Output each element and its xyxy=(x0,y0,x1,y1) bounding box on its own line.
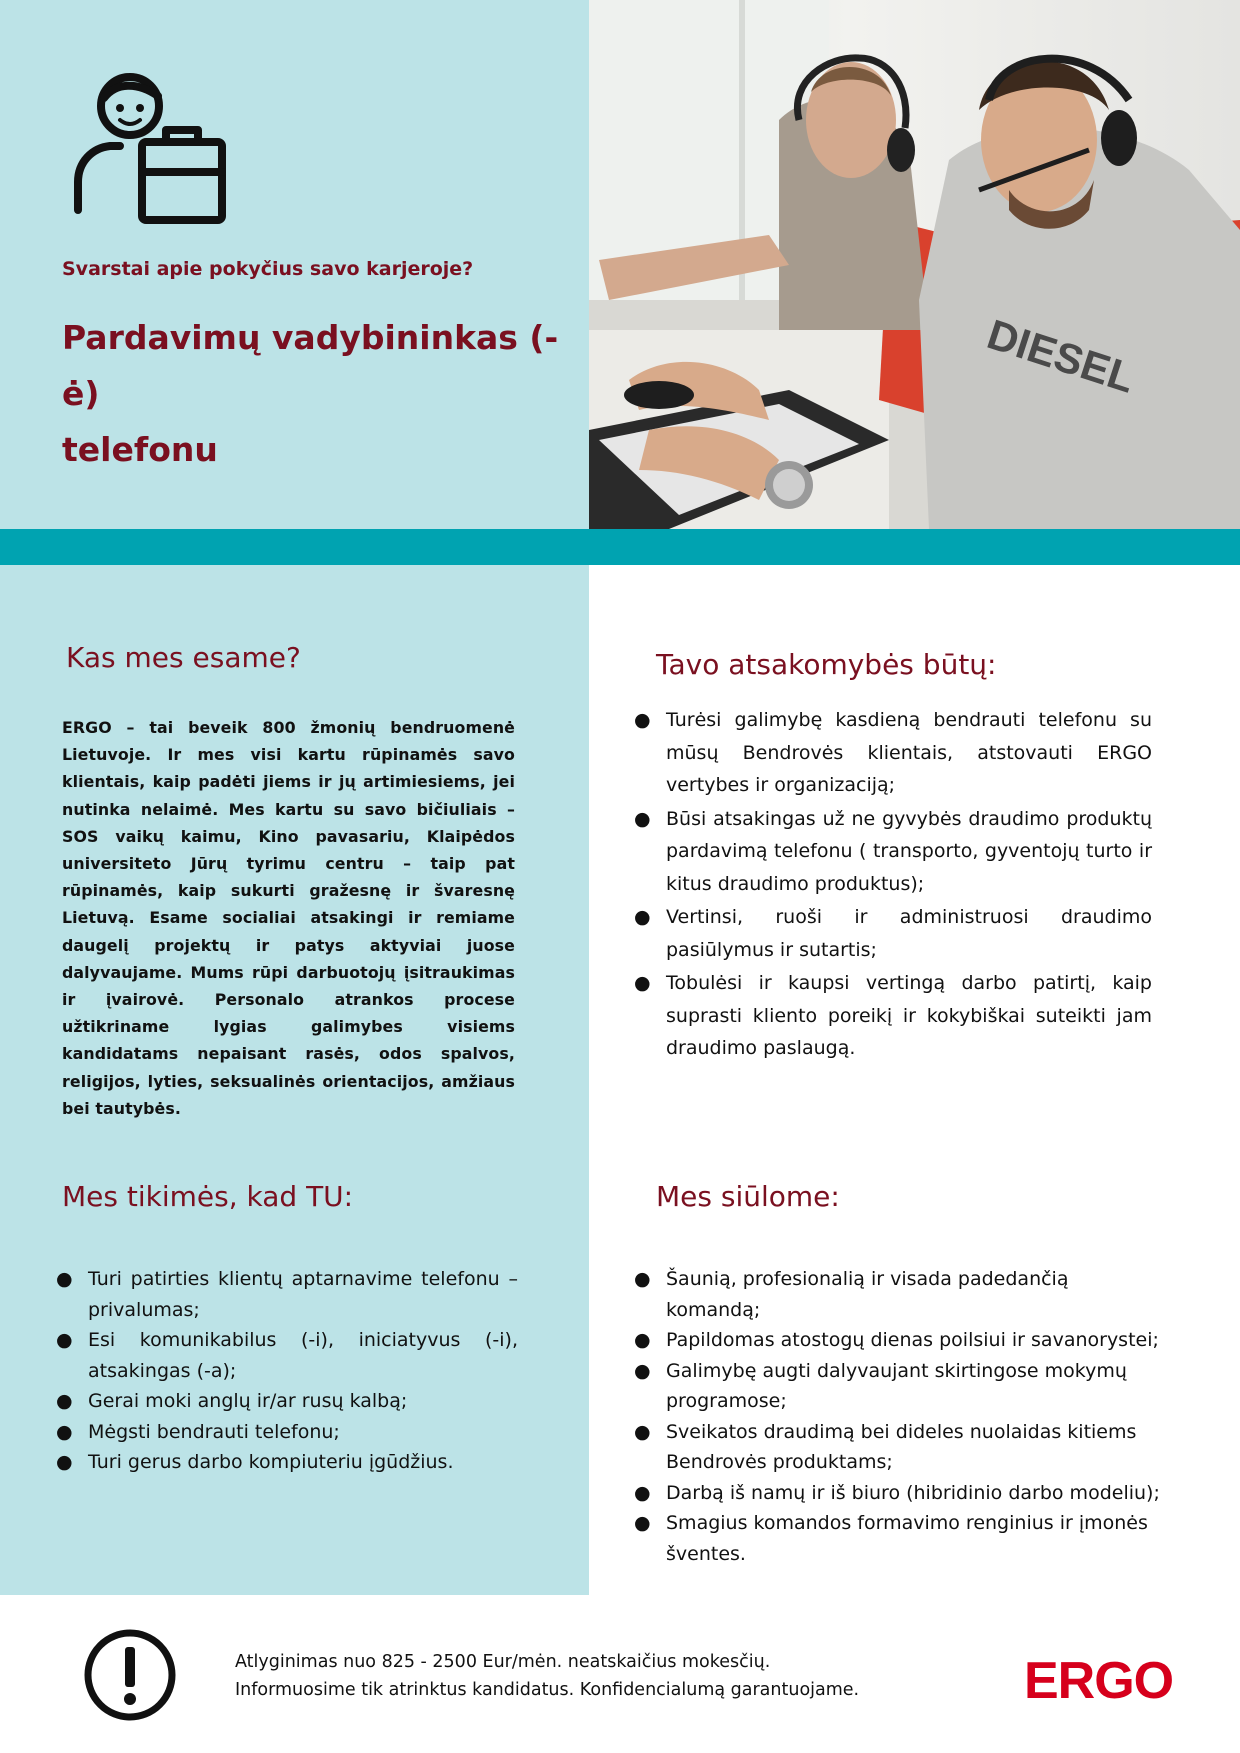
bullet-icon: ● xyxy=(634,709,651,731)
offer-heading: Mes siūlome: xyxy=(656,1180,840,1213)
bullet-icon: ● xyxy=(634,1329,651,1351)
list-item: ● Turėsi galimybę kasdieną bendrauti telefonu su mūsų Bendrovės klientais, atstovauti ERGO vertybes ir organizaciją; xyxy=(630,704,1152,802)
list-item: ● Turi gerus darbo kompiuteriu įgūdžius. xyxy=(52,1447,518,1478)
bullet-icon: ● xyxy=(56,1390,73,1412)
list-item: ● Galimybę augti dalyvaujant skirtingose mokymų programose; xyxy=(630,1356,1160,1417)
expectations-heading: Mes tikimės, kad TU: xyxy=(62,1180,354,1213)
bullet-icon: ● xyxy=(634,1420,651,1443)
photo-illustration xyxy=(589,0,1240,529)
list-item: ● Būsi atsakingas už ne gyvybės draudimo produktų pardavimą telefonu ( transporto, gyventojų turto ir kitus draudimo produktus); xyxy=(630,803,1152,901)
responsibilities-heading: Tavo atsakomybės būtų: xyxy=(656,648,997,681)
list-item: ● Esi komunikabilus (-i), iniciatyvus (-i), atsakingas (-a); xyxy=(52,1325,518,1386)
list-item: ● Smagius komandos formavimo renginius ir įmonės šventes. xyxy=(630,1508,1160,1569)
list-item: ● Papildomas atostogų dienas poilsiui ir savanorystei; xyxy=(630,1325,1160,1356)
bullet-icon: ● xyxy=(56,1451,73,1473)
list-item: ● Sveikatos draudimą bei dideles nuolaidas kitiems Bendrovės produktams; xyxy=(630,1417,1160,1478)
footer-notice xyxy=(235,1648,859,1704)
page-title xyxy=(62,310,562,478)
bullet-icon: ● xyxy=(634,1268,651,1290)
list-item: ● Šaunią, profesionalią ir visada padedančią komandą; xyxy=(630,1264,1160,1325)
expectations-list xyxy=(52,1264,518,1478)
bullet-icon: ● xyxy=(634,1512,651,1534)
bullet-icon: ● xyxy=(56,1268,73,1290)
list-item: ● Darbą iš namų ir iš biuro (hibridinio darbo modeliu); xyxy=(630,1478,1160,1509)
office-photo xyxy=(589,0,1240,529)
bullet-icon: ● xyxy=(634,1481,651,1504)
ergo-logo: ERGO xyxy=(1024,1652,1174,1710)
svg-text:DIESEL: DIESEL xyxy=(981,310,1141,402)
exclamation-circle-icon xyxy=(82,1627,178,1723)
list-item: ● Gerai moki anglų ir/ar rusų kalbą; xyxy=(52,1386,518,1417)
career-question: Svarstai apie pokyčius savo karjeroje? xyxy=(62,258,474,280)
confidentiality-text: Informuosime tik atrinktus kandidatus. Konfidencialumą garantuojame. xyxy=(235,1680,860,1700)
offer-list xyxy=(630,1264,1160,1569)
divider-band xyxy=(0,529,1240,565)
about-text: ERGO – tai beveik 800 žmonių bendruomenė Lietuvoje. Ir mes visi kartu rūpinamės savo klientais, kaip padėti jiems ir jų artimiesiems, jei nutinka nelaimė. Mes kartu su savo bičiuliais – SOS vaikų kaimu, Kino pavasariu, Klaipėdos universiteto Jūrų tyrimu centru – taip pat rūpinamės, kaip sukurti gražesnę ir švaresnę Lietuvą. Esame socialiai atsakingi ir remiame daugelį projektų ir patys aktyviai juose dalyvaujame. Mums rūpi darbuotojų įsitraukimas ir įvairovė. Personalo atrankos procese užtikriname lygias galimybes visiems kandidatams nepaisant rasės, odos spalvos, religijos, lyties, seksualinės orientacijos, amžiaus bei tautybės. xyxy=(62,718,515,1118)
job-title-line-1: Pardavimų vadybininkas (-ė) xyxy=(62,318,559,413)
about-heading: Kas mes esame? xyxy=(66,641,301,674)
bullet-icon: ● xyxy=(634,807,651,830)
list-item: ● Tobulėsi ir kaupsi vertingą darbo patirtį, kaip suprasti kliento poreikį ir kokybiškai suteikti jam draudimo paslaugą. xyxy=(630,967,1152,1065)
list-item: ● Turi patirties klientų aptarnavime telefonu – privalumas; xyxy=(52,1264,518,1325)
list-item: ● Mėgsti bendrauti telefonu; xyxy=(52,1417,518,1448)
responsibilities-list xyxy=(630,704,1152,1066)
bullet-icon: ● xyxy=(634,1359,651,1382)
bullet-icon: ● xyxy=(56,1420,73,1443)
salary-text: Atlyginimas nuo 825 - 2500 Eur/mėn. neatskaičius mokesčių. xyxy=(235,1652,771,1672)
job-title-line-2: telefonu xyxy=(62,430,218,469)
bullet-icon: ● xyxy=(56,1329,73,1351)
bullet-icon: ● xyxy=(634,906,651,928)
list-item: ● Vertinsi, ruoši ir administruosi draudimo pasiūlymus ir sutartis; xyxy=(630,901,1152,966)
bullet-icon: ● xyxy=(634,972,651,994)
person-briefcase-icon xyxy=(68,70,228,228)
